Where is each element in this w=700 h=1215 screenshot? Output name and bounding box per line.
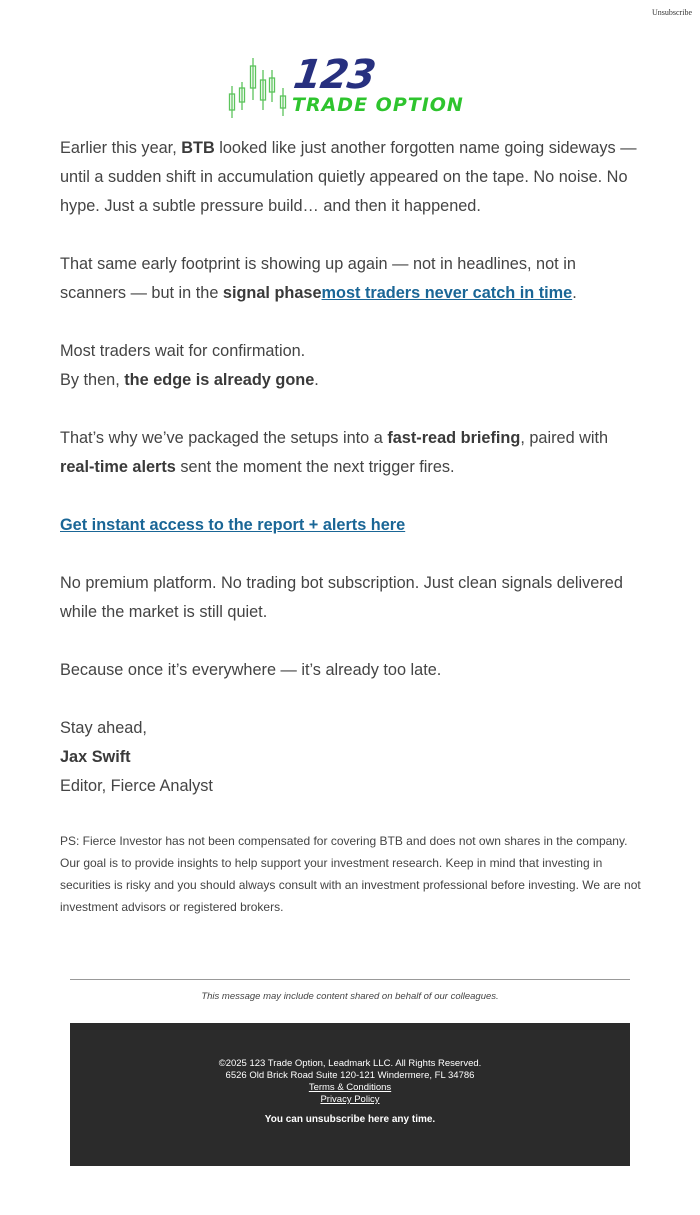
unsubscribe-link-footer[interactable]: You can unsubscribe here any time. (264, 1114, 436, 1125)
logo-number: 123 (290, 52, 378, 98)
paragraph-late: Because once it’s everywhere — it’s already too late. (60, 661, 442, 679)
signoff: Stay ahead, (60, 719, 147, 737)
text: . (572, 284, 577, 302)
author-title: Editor, Fierce Analyst (60, 777, 213, 795)
address: 6526 Old Brick Road Suite 120-121 Windermere, FL 34786 (225, 1070, 475, 1081)
ps-disclaimer: PS: Fierce Investor has not been compensated for covering BTB and does not own shares in the company. Our goal is to provide insights to help support your investment research. Keep in mind that investing in securities is risky and you should always consult with an investment professional before investing. We are not investment advisors or registered brokers. (60, 834, 641, 914)
unsubscribe-link-top[interactable]: Unsubscribe (652, 8, 692, 17)
text: , paired with (520, 429, 609, 447)
logo-name: TRADE OPTION (292, 94, 464, 116)
author-name: Jax Swift (60, 748, 131, 766)
candlestick-chart-icon (226, 54, 290, 122)
bold-text: BTB (181, 139, 215, 157)
paragraph-cta (60, 511, 644, 540)
signal-phase-link[interactable]: most traders never catch in time (321, 284, 573, 302)
bold-text: signal phase (222, 284, 322, 302)
logo (226, 54, 476, 122)
signature (60, 714, 644, 801)
paragraph-confirmation (60, 337, 644, 395)
text: Most traders wait for confirmation. (60, 342, 306, 360)
cta-link[interactable]: Get instant access to the report + alerts here (60, 516, 406, 534)
footer (70, 1023, 630, 1166)
divider (70, 979, 630, 980)
paragraph-platform: No premium platform. No trading bot subscription. Just clean signals delivered while the market is still quiet. (60, 574, 623, 621)
email-body (60, 134, 644, 947)
text: Earlier this year, (60, 139, 182, 157)
text: That’s why we’ve packaged the setups into a (60, 429, 388, 447)
bold-text: fast-read briefing (387, 429, 521, 447)
text: sent the moment the next trigger fires. (175, 458, 455, 476)
text: . (314, 371, 319, 389)
bold-text: real-time alerts (60, 458, 176, 476)
bold-text: the edge is already gone (124, 371, 315, 389)
paragraph-intro (60, 134, 644, 221)
text: By then, (60, 371, 125, 389)
privacy-link[interactable]: Privacy Policy (320, 1094, 380, 1105)
paragraph-footprint (60, 250, 644, 308)
text: That same early footprint is showing up again — not in headlines, not in scanners — but in the (60, 255, 576, 302)
paragraph-briefing (60, 424, 644, 482)
terms-link[interactable]: Terms & Conditions (308, 1082, 392, 1093)
text: looked like just another forgotten name going sideways — until a sudden shift in accumulation quietly appeared on the tape. No noise. No hype. Just a subtle pressure build… and then it happened. (60, 139, 637, 215)
colleagues-note: This message may include content shared on behalf of our colleagues. (201, 991, 499, 1002)
copyright: ©2025 123 Trade Option, Leadmark LLC. All Rights Reserved. (218, 1058, 482, 1069)
